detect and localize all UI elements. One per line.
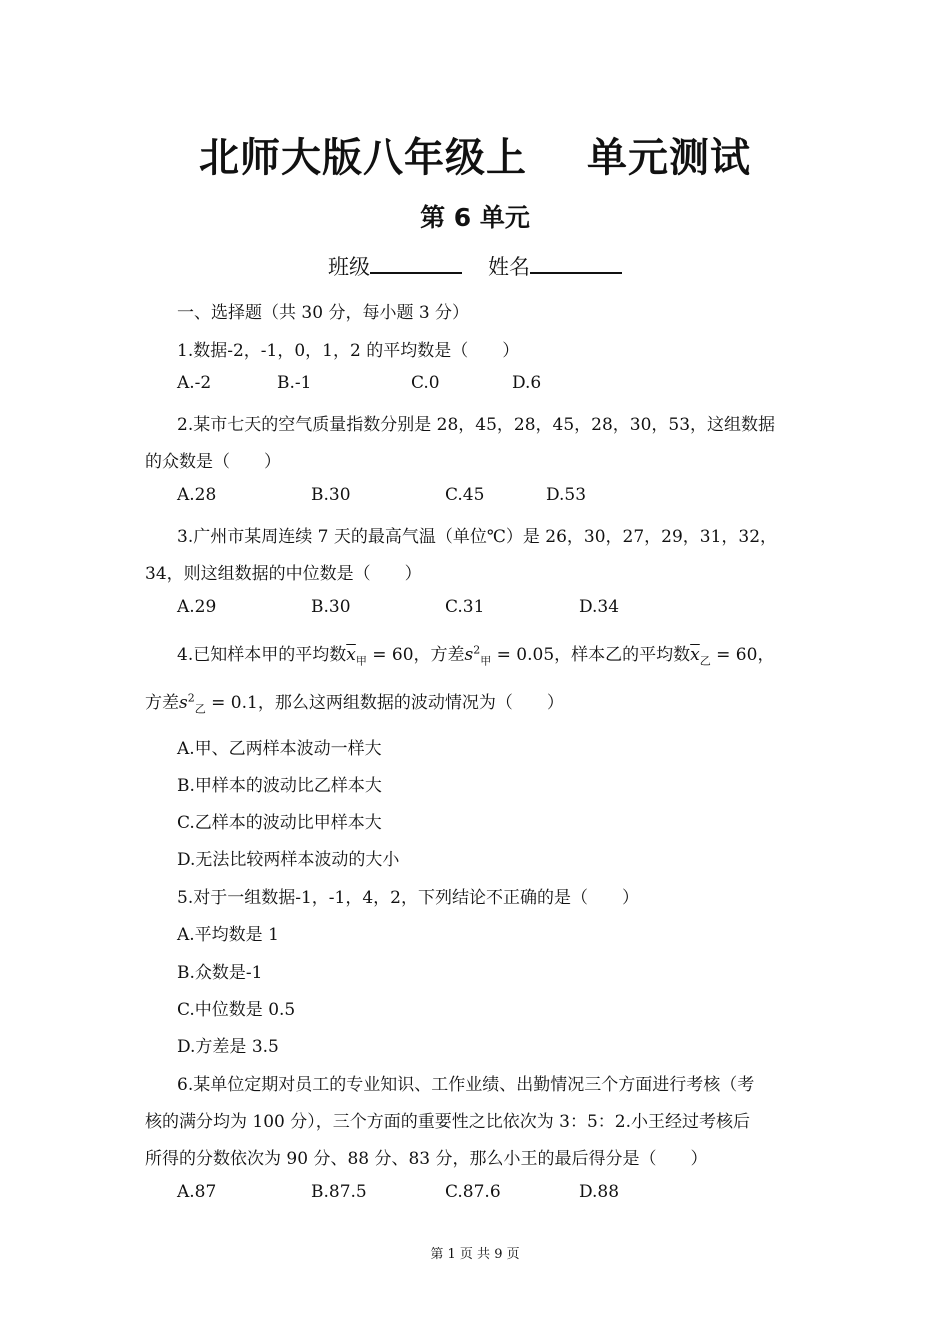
name-label: 姓名 xyxy=(488,255,530,279)
question-3-option-b: B.30 xyxy=(311,597,351,617)
sub-jia: 甲 xyxy=(355,654,367,668)
eq-60-yi: = 60 xyxy=(710,645,758,665)
question-5-option-d: D.方差是 3.5 xyxy=(177,1037,279,1057)
question-6-option-a: A.87 xyxy=(177,1182,217,1202)
eq-60-jia: = 60 xyxy=(366,645,414,665)
question-2-option-b: B.30 xyxy=(311,485,351,505)
s-squared-yi: s xyxy=(179,693,188,713)
sub-yi: 乙 xyxy=(699,654,711,668)
q4-text-6: ，那么这两组数据的波动情况为（ ） xyxy=(257,693,564,713)
page-footer: 第 1 页 共 9 页 xyxy=(430,1247,520,1262)
question-4-option-a: A.甲、乙两样本波动一样大 xyxy=(177,739,382,759)
eq-005: = 0.05 xyxy=(491,645,555,665)
student-info-line xyxy=(0,250,950,281)
question-3-stem-line2: 34，则这组数据的中位数是（ ） xyxy=(145,564,422,584)
unit-heading: 第 6 单元 xyxy=(420,203,530,232)
sub-yi-2: 乙 xyxy=(194,702,206,716)
page-title xyxy=(0,126,950,183)
question-6-stem-line3: 所得的分数依次为 90 分、88 分、83 分，那么小王的最后得分是（ ） xyxy=(145,1149,708,1169)
question-1-option-d: D.6 xyxy=(512,373,542,393)
question-5-option-c: C.中位数是 0.5 xyxy=(177,1000,296,1020)
q4-text-1: 4.已知样本甲的平均数 xyxy=(177,645,347,665)
title-right: 单元测试 xyxy=(587,135,751,181)
x-bar-yi: $\overline{x}$ xyxy=(690,645,700,665)
x-bar-jia: $\overline{x}$ xyxy=(346,645,356,665)
class-blank xyxy=(370,250,462,274)
question-3-stem-line1: 3.广州市某周连续 7 天的最高气温（单位℃）是 26，30，27，29，31，32， xyxy=(177,527,778,547)
s-squared-jia: s xyxy=(464,645,474,665)
q4-text-2: ，方差 xyxy=(413,645,465,665)
question-2-stem-line2: 的众数是（ ） xyxy=(145,452,281,472)
question-3-option-c: C.31 xyxy=(445,597,485,617)
question-4-option-b: B.甲样本的波动比乙样本大 xyxy=(177,776,382,796)
question-5-stem: 5.对于一组数据-1，-1，4，2，下列结论不正确的是（ ） xyxy=(177,888,639,908)
question-6-option-d: D.88 xyxy=(579,1182,620,1202)
question-1-option-b: B.-1 xyxy=(277,373,312,393)
q4-text-3: ，样本乙的平均数 xyxy=(554,645,691,665)
section-heading: 一、选择题（共 30 分，每小题 3 分） xyxy=(177,303,470,323)
question-2-option-a: A.28 xyxy=(177,485,217,505)
question-4-stem-line2: 方差$s^2_乙 = 0.1$，那么这两组数据的波动情况为（ ） xyxy=(145,691,564,716)
question-6-option-c: C.87.6 xyxy=(445,1182,501,1202)
question-6-option-b: B.87.5 xyxy=(311,1182,367,1202)
question-1-stem: 1.数据-2，-1，0，1，2 的平均数是（ ） xyxy=(177,341,520,361)
title-left: 北师大版八年级上 xyxy=(199,135,527,181)
question-2-option-c: C.45 xyxy=(445,485,485,505)
question-5-option-a: A.平均数是 1 xyxy=(177,925,279,945)
q4-text-4: ， xyxy=(757,645,775,665)
q4-text-5: 方差 xyxy=(145,693,179,713)
question-2-stem-line1: 2.某市七天的空气质量指数分别是 28，45，28，45，28，30，53，这组数据 xyxy=(177,415,776,435)
eq-01: = 0.1 xyxy=(205,693,258,713)
question-1-option-c: C.0 xyxy=(411,373,440,393)
question-4-option-c: C.乙样本的波动比甲样本大 xyxy=(177,813,382,833)
question-2-option-d: D.53 xyxy=(546,485,587,505)
question-6-stem-line1: 6.某单位定期对员工的专业知识、工作业绩、出勤情况三个方面进行考核（考 xyxy=(177,1075,755,1095)
class-label: 班级 xyxy=(328,255,370,279)
question-4-option-d: D.无法比较两样本波动的大小 xyxy=(177,850,400,870)
question-5-option-b: B.众数是-1 xyxy=(177,963,263,983)
question-4-stem-line1: 4.已知样本甲的平均数$\overline{x}_甲 = 60$，方差$s^2_甲 = 0.05$，样本乙的平均数$\overline{x}_乙 = 60$， xyxy=(177,643,775,668)
name-blank xyxy=(530,250,622,274)
question-6-stem-line2: 核的满分均为 100 分），三个方面的重要性之比依次为 3：5：2.小王经过考核后 xyxy=(145,1112,751,1132)
question-1-option-a: A.-2 xyxy=(177,373,212,393)
sub-jia-2: 甲 xyxy=(480,654,492,668)
question-3-option-d: D.34 xyxy=(579,597,620,617)
question-3-option-a: A.29 xyxy=(177,597,217,617)
